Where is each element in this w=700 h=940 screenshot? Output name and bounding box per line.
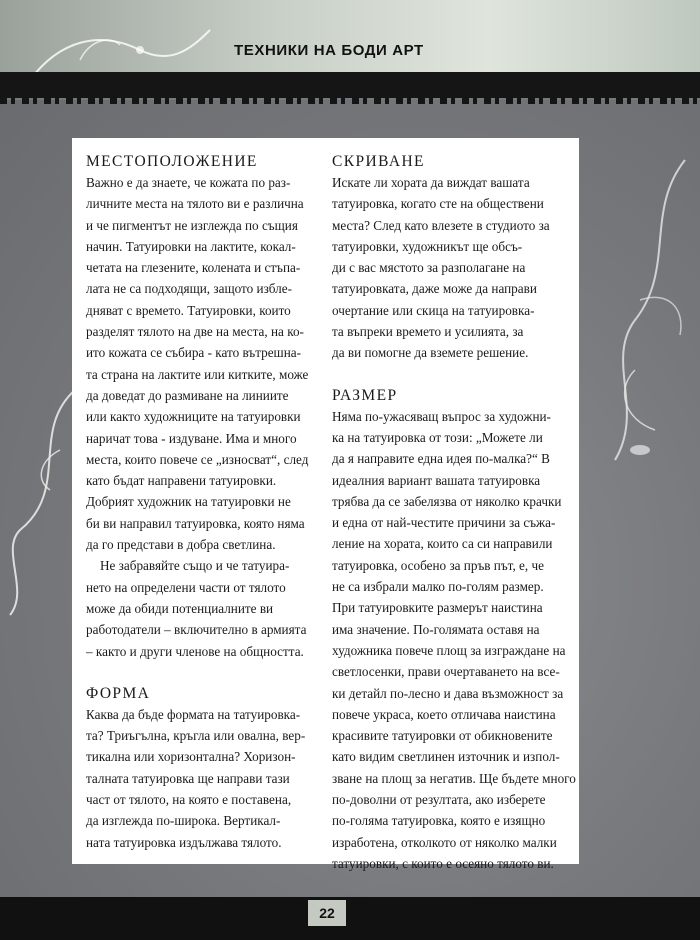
text-line: нето на определени части от тялото	[86, 579, 286, 595]
text-line: работодатели – включително в армията	[86, 622, 307, 638]
section-heading-hiding: СКРИВАНЕ	[332, 153, 425, 170]
text-line: и една от най-честите причини за съжа-	[332, 515, 556, 531]
text-line: като бъдат направени татуировки.	[86, 473, 277, 489]
text-line: трябва да се забелязва от няколко крачки	[332, 493, 562, 509]
text-line: красивите татуировки от обикновените	[332, 728, 553, 744]
text-panel	[72, 138, 579, 871]
text-line: татуировка, когато сте на обществени	[332, 196, 544, 212]
text-line: повече украса, което отличава наистина	[332, 706, 556, 722]
text-line: татуировка, особено за пръв път, е, че	[332, 557, 544, 573]
text-line: Искате ли хората да виждат вашата	[332, 175, 530, 190]
text-line: би ви направил татуировка, която няма	[86, 515, 305, 531]
section-body-location	[86, 172, 328, 555]
text-line: идеалния вариант вашата татуировка	[332, 472, 541, 488]
text-line: изработена, отколкото от няколко малки	[332, 834, 557, 850]
text-line: наричат това - издуване. Има и много	[86, 430, 297, 446]
text-line: не са избрали малко по-голям размер.	[332, 579, 544, 595]
text-line: та страна на лактите или китките, може	[86, 366, 309, 382]
text-line: Каква да бъде формата на татуировка-	[86, 706, 301, 722]
text-line: та въпреки времето и усилията, за	[332, 324, 524, 340]
text-line: места? След като влезете в студиото за	[332, 217, 550, 233]
text-line: татуировката, даже може да направи	[332, 281, 537, 297]
text-line: При татуировките размерът наистина	[332, 600, 543, 616]
section-body-location-para2	[86, 555, 328, 661]
section-heading-size: РАЗМЕР	[332, 386, 398, 404]
text-line: да изглежда по-широка. Вертикал-	[86, 813, 281, 829]
text-line: да го представи в добра светлина.	[86, 537, 276, 553]
text-line: лата не са подходящи, защото избле-	[86, 281, 292, 297]
text-line: като видим светлинен източник и изпол-	[332, 749, 560, 765]
header-band	[0, 0, 700, 78]
text-line: Важно е да знаете, че кожата по раз-	[86, 175, 291, 190]
text-line: ки детайл по-лесно и дава възможност за	[332, 685, 564, 701]
text-line: ната татуировка издължава тялото.	[86, 834, 282, 850]
text-line: ление на хората, които са си направили	[332, 536, 553, 552]
text-line: татуировки, с които е осеяно тялото ви.	[332, 855, 554, 871]
text-line: може да обиди потенциалните ви	[86, 600, 274, 616]
text-line: та? Триъгълна, кръгла или овална, вер-	[86, 728, 306, 744]
section-heading-location: МЕСТОПОЛОЖЕНИЕ	[86, 153, 258, 170]
text-line: дняват с времето. Татуировки, които	[86, 302, 291, 318]
text-line: ито кожата се събира - като вътрешна-	[86, 345, 302, 361]
text-line: ка на татуировка от този: „Можете ли	[332, 429, 543, 445]
section-heading-shape: ФОРМА	[86, 684, 151, 702]
page-number: 22	[308, 900, 346, 926]
left-column	[86, 152, 328, 853]
text-line: Добрият художник на татуировки не	[86, 494, 291, 510]
text-line: четата на глезените, колената и стъпа-	[86, 260, 301, 276]
footer-bar	[0, 897, 700, 940]
text-line: очертание или скица на татуировка-	[332, 302, 535, 318]
text-line: да я направите една идея по-малка?“ В	[332, 451, 550, 467]
text-line: ди с вас мястото за разполагане на	[332, 260, 526, 276]
running-head: ТЕХНИКИ НА БОДИ АРТ	[234, 42, 424, 59]
section-body-shape	[86, 704, 328, 853]
header-bar	[0, 72, 700, 98]
text-line: част от тялото, на която е поставена,	[86, 792, 292, 808]
text-line: личните места на тялото ви е различна	[86, 196, 304, 212]
text-line: по-голяма татуировка, която е изящно	[332, 813, 546, 829]
text-line: художника повече площ за изграждане на	[332, 642, 566, 658]
section-body-hiding	[332, 172, 568, 364]
text-line: места, които повече се „износват“, след	[86, 451, 309, 467]
right-column	[332, 152, 576, 874]
text-line: начин. Татуировки на лактите, кокал-	[86, 238, 296, 254]
text-line: зване на площ за негатив. Ще бъдете много	[332, 770, 576, 786]
text-line: да ви помогне да вземете решение.	[332, 345, 529, 361]
text-line: – както и други членове на общността.	[86, 643, 304, 659]
text-line: разделят тялото на две на места, на ко-	[86, 324, 304, 340]
text-line: тикална или хоризонтална? Хоризон-	[86, 749, 296, 765]
section-body-size	[332, 406, 576, 875]
text-line: има значение. По-голямата оставя на	[332, 621, 540, 637]
text-line: Не забравяйте също и че татуира-	[100, 558, 290, 574]
text-line: талната татуировка ще направи тази	[86, 770, 290, 786]
text-line: и че пигментът не изглежда по същия	[86, 217, 298, 233]
text-line: или както художниците на татуировки	[86, 409, 301, 425]
text-line: по-доволни от резултата, ако изберете	[332, 792, 546, 808]
text-line: да доведат до размиване на линиите	[86, 387, 289, 403]
text-line: татуировки, художникът ще обсъ-	[332, 238, 523, 254]
text-line: Няма по-ужасяващ въпрос за художни-	[332, 408, 551, 424]
text-line: светлосенки, прави очертаването на все-	[332, 664, 560, 680]
